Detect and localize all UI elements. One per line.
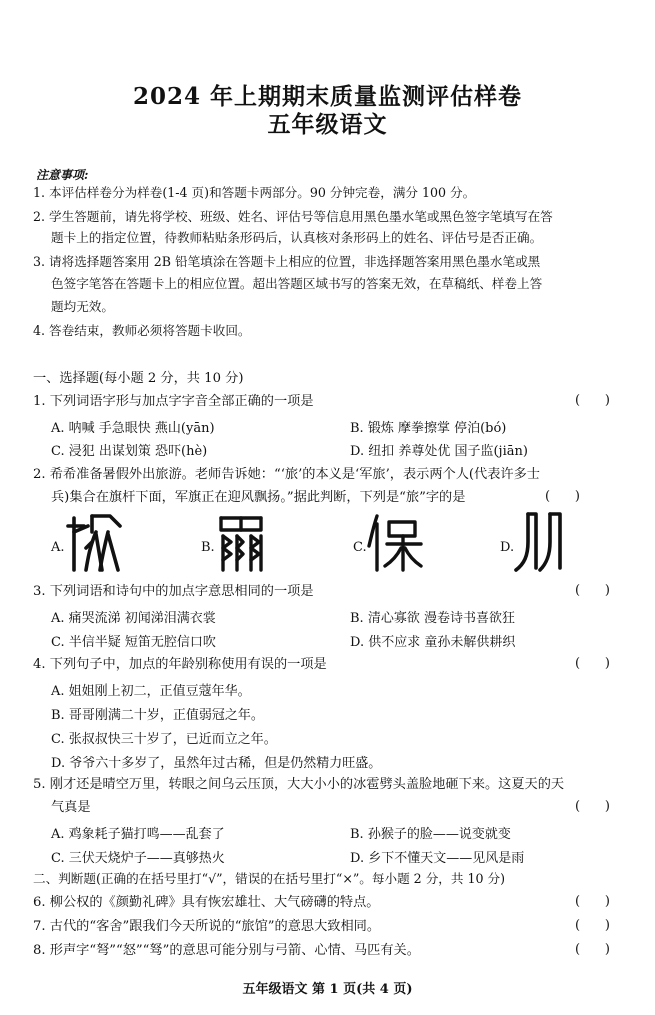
q1-option-a: A. 呐喊 手急眼快 燕山(yān) bbox=[51, 421, 215, 436]
q3-option-c: C. 半信半疑 短笛无腔信口吹 bbox=[51, 635, 216, 650]
notice-item-3: 3. 请将选择题答案用 2B 铅笔填涂在答题卡上相应的位置，非选择题答案用黑色墨水笔或黑 bbox=[33, 254, 541, 269]
q1-option-b: B. 锻炼 摩拳擦掌 停泊(bó) bbox=[350, 421, 507, 436]
page-subtitle: 五年级语文 bbox=[267, 111, 388, 138]
q2-label-d: D. bbox=[500, 540, 515, 555]
section2-heading: 二、判断题(正确的在括号里打“√”，错误的在括号里打“×”。每小题 2 分，共 10 分) bbox=[33, 871, 506, 886]
q3-answer-paren: ( ) bbox=[575, 583, 610, 598]
q7-answer-paren: ( ) bbox=[575, 918, 610, 933]
seal-glyph-b-image bbox=[215, 512, 267, 574]
seal-glyph-d-image bbox=[514, 508, 566, 574]
q2-stem-2: 兵)集合在旗杆下面，军旗正在迎风飘扬。”据此判断，下列是“旅”字的是 bbox=[51, 490, 466, 505]
q5-option-a: A. 鸡象耗子猫打鸣——乱套了 bbox=[51, 827, 225, 842]
q4-option-d: D. 爷爷六十多岁了，虽然年过古稀，但是仍然精力旺盛。 bbox=[51, 756, 382, 771]
q1-answer-paren: ( ) bbox=[575, 393, 610, 408]
q1-option-d: D. 纽扣 养尊处优 国子监(jiān) bbox=[350, 444, 528, 459]
notice-heading: 注意事项: bbox=[36, 168, 89, 182]
page-title: 2024 年上期期末质量监测评估样卷 bbox=[132, 83, 523, 110]
q4-answer-paren: ( ) bbox=[575, 656, 610, 671]
q2-stem-1: 2. 希希准备暑假外出旅游。老师告诉她：“‘旅’的本义是‘军旅’，表示两个人(代表许多士 bbox=[33, 467, 540, 482]
q2-answer-paren: ( ) bbox=[545, 489, 580, 504]
seal-glyph-a-image bbox=[66, 512, 122, 574]
q2-label-a: A. bbox=[51, 540, 65, 555]
q5-option-d: D. 乡下不懂天文——见风是雨 bbox=[350, 851, 525, 866]
section1-heading: 一、选择题(每小题 2 分，共 10 分) bbox=[33, 371, 244, 386]
q8-answer-paren: ( ) bbox=[575, 942, 610, 957]
q3-option-b: B. 清心寡欲 漫卷诗书喜欲狂 bbox=[350, 611, 515, 626]
q4-option-a: A. 姐姐刚上初二，正值豆蔻年华。 bbox=[51, 684, 251, 699]
q5-option-b: B. 孙猴子的脸——说变就变 bbox=[350, 827, 511, 842]
notice-item-2-cont: 题卡上的指定位置，待教师粘贴条形码后，认真核对条形码上的姓名、评估号是否正确。 bbox=[51, 230, 543, 245]
q3-option-a: A. 痛哭流涕 初闻涕泪满衣裳 bbox=[51, 611, 216, 626]
q1-stem: 1. 下列词语字形与加点字字音全部正确的一项是 bbox=[33, 394, 314, 409]
q2-label-b: B. bbox=[201, 540, 215, 555]
notice-item-4: 4. 答卷结束，教师必须将答题卡收回。 bbox=[33, 323, 251, 338]
q4-option-c: C. 张叔叔快三十岁了，已近而立之年。 bbox=[51, 732, 277, 747]
notice-item-3-cont: 色签字笔答在答题卡上的相应位置。超出答题区域书写的答案无效，在草稿纸、样卷上答 bbox=[51, 276, 543, 291]
q3-option-d: D. 供不应求 童孙未解供耕织 bbox=[350, 635, 516, 650]
q1-option-c: C. 浸犯 出谋划策 恐吓(hè) bbox=[51, 444, 208, 459]
notice-item-1: 1. 本评估样卷分为样卷(1-4 页)和答题卡两部分。90 分钟完卷，满分 100 分。 bbox=[33, 185, 476, 200]
q5-stem-2: 气真是 bbox=[51, 800, 91, 815]
page-footer: 五年级语文 第 1 页(共 4 页) bbox=[242, 982, 413, 997]
q7-stem: 7. 古代的“客舍”跟我们今天所说的“旅馆”的意思大致相同。 bbox=[33, 919, 381, 934]
q6-stem: 6. 柳公权的《颜勤礼碑》具有恢宏雄壮、大气磅礴的特点。 bbox=[33, 895, 380, 910]
q6-answer-paren: ( ) bbox=[575, 894, 610, 909]
q2-label-c: C. bbox=[353, 540, 367, 555]
q3-stem: 3. 下列词语和诗句中的加点字意思相同的一项是 bbox=[33, 584, 314, 599]
q4-option-b: B. 哥哥刚满二十岁，正值弱冠之年。 bbox=[51, 708, 264, 723]
q8-stem: 8. 形声字“弩”“怒”“驽”的意思可能分别与弓箭、心情、马匹有关。 bbox=[33, 943, 420, 958]
q5-option-c: C. 三伏天烧炉子——真够热火 bbox=[51, 851, 225, 866]
notice-item-2: 2. 学生答题前，请先将学校、班级、姓名、评估号等信息用黑色墨水笔或黑色签字笔填写在答 bbox=[33, 209, 553, 224]
q4-stem: 4. 下列句子中，加点的年龄别称使用有误的一项是 bbox=[33, 657, 327, 672]
q5-stem-1: 5. 刚才还是晴空万里，转眼之间乌云压顶，大大小小的冰雹劈头盖脸地砸下来。这夏天的天 bbox=[33, 777, 565, 792]
notice-item-3-cont2: 题均无效。 bbox=[51, 299, 114, 314]
q5-answer-paren: ( ) bbox=[575, 799, 610, 814]
seal-glyph-c-image bbox=[367, 512, 423, 574]
